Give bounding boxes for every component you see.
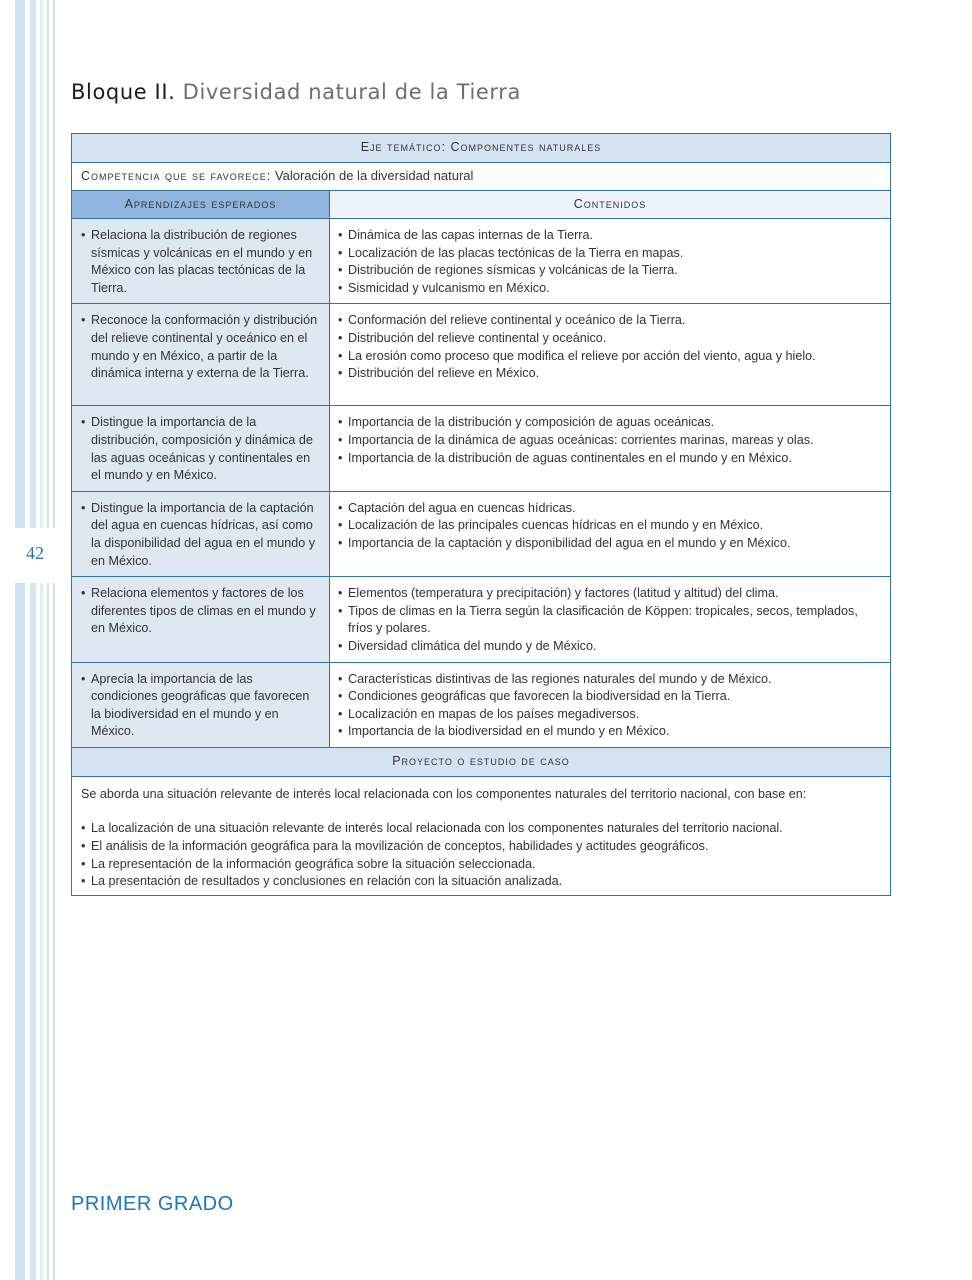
contenidos-cell	[330, 304, 891, 406]
proyecto-header: Proyecto o estudio de caso	[72, 747, 891, 776]
list-item: • Localización en mapas de los países megadiversos.	[338, 706, 882, 724]
aprendizaje-text: • Aprecia la importancia de las condiciones geográficas que favorecen la biodiversidad en el mundo y en México.	[81, 671, 321, 741]
list-item: • Captación del agua en cuencas hídricas.	[338, 500, 882, 518]
aprendizaje-text: • Distingue la importancia de la captación del agua en cuencas hídricas, así como la disponibilidad del agua en el mundo y en México.	[81, 500, 321, 570]
contenidos-cell	[330, 662, 891, 747]
proyecto-body	[72, 776, 891, 895]
table-row	[72, 577, 891, 662]
page-title	[71, 80, 521, 104]
list-item: • La presentación de resultados y conclusiones en relación con la situación analizada.	[81, 873, 881, 891]
contenidos-cell	[330, 491, 891, 576]
block-label: Bloque II.	[71, 80, 176, 104]
decorative-stripe	[30, 0, 36, 1280]
grade-footer: PRIMER GRADO	[71, 1193, 234, 1215]
aprendizaje-cell	[72, 304, 330, 406]
decorative-stripe	[15, 0, 25, 1280]
decorative-stripe	[47, 0, 49, 1280]
page-number: 42	[26, 543, 44, 563]
block-title: Diversidad natural de la Tierra	[182, 80, 521, 104]
aprendizaje-text: • Reconoce la conformación y distribución del relieve continental y oceánico en el mundo y en México, a partir de la dinámica interna y externa de la Tierra.	[81, 312, 321, 382]
aprendizaje-cell	[72, 406, 330, 491]
contenidos-cell	[330, 406, 891, 491]
list-item: • Tipos de climas en la Tierra según la clasificación de Köppen: tropicales, secos, templados, fríos y polares.	[338, 603, 882, 638]
aprendizaje-cell	[72, 662, 330, 747]
list-item: • Condiciones geográficas que favorecen la biodiversidad en la Tierra.	[338, 688, 882, 706]
curriculum-table	[71, 133, 891, 896]
eje-tematico-header: Eje temático: Componentes naturales	[72, 134, 891, 163]
list-item: • La representación de la información geográfica sobre la situación seleccionada.	[81, 856, 881, 874]
decorative-stripe	[40, 0, 43, 1280]
list-item: • Distribución del relieve continental y oceánico.	[338, 330, 882, 348]
competencia-value: Valoración de la diversidad natural	[274, 168, 474, 184]
contenidos-cell	[330, 219, 891, 304]
list-item: • Importancia de la biodiversidad en el mundo y en México.	[338, 723, 882, 741]
list-item: • Importancia de la distribución de aguas continentales en el mundo y en México.	[338, 450, 882, 468]
list-item: • Conformación del relieve continental y oceánico de la Tierra.	[338, 312, 882, 330]
list-item: • Diversidad climática del mundo y de México.	[338, 638, 882, 656]
list-item: • Localización de las principales cuencas hídricas en el mundo y en México.	[338, 517, 882, 535]
list-item: • La localización de una situación relevante de interés local relacionada con los componentes naturales del territorio nacional.	[81, 820, 881, 838]
list-item: • Elementos (temperatura y precipitación) y factores (latitud y altitud) del clima.	[338, 585, 882, 603]
aprendizaje-cell	[72, 577, 330, 662]
list-item: • Importancia de la distribución y composición de aguas oceánicas.	[338, 414, 882, 432]
table-row	[72, 304, 891, 406]
aprendizaje-text: • Relaciona la distribución de regiones sísmicas y volcánicas en el mundo y en México con las placas tectónicas de la Tierra.	[81, 227, 321, 297]
aprendizaje-text: • Relaciona elementos y factores de los diferentes tipos de climas en el mundo y en México.	[81, 585, 321, 638]
competencia-row	[72, 163, 891, 191]
table-row	[72, 491, 891, 576]
list-item: • Localización de las placas tectónicas de la Tierra en mapas.	[338, 245, 882, 263]
aprendizaje-text: • Distingue la importancia de la distribución, composición y dinámica de las aguas oceánicas y continentales en el mundo y en México.	[81, 414, 321, 484]
list-item: • Distribución del relieve en México.	[338, 365, 882, 383]
aprendizaje-cell	[72, 491, 330, 576]
list-item: • La erosión como proceso que modifica el relieve por acción del viento, agua y hielo.	[338, 348, 882, 366]
list-item: • El análisis de la información geográfica para la movilización de conceptos, habilidades y actitudes geográficos.	[81, 838, 881, 856]
list-item: • Distribución de regiones sísmicas y volcánicas de la Tierra.	[338, 262, 882, 280]
aprendizaje-cell	[72, 219, 330, 304]
table-row	[72, 662, 891, 747]
table-row	[72, 219, 891, 304]
list-item: • Importancia de la captación y disponibilidad del agua en el mundo y en México.	[338, 535, 882, 553]
column-header-contenidos: Contenidos	[330, 191, 891, 219]
proyecto-intro: Se aborda una situación relevante de interés local relacionada con los componentes naturales del territorio nacional, con base en:	[81, 786, 807, 801]
list-item: • Características distintivas de las regiones naturales del mundo y de México.	[338, 671, 882, 689]
column-header-aprendizajes: Aprendizajes esperados	[72, 191, 330, 219]
contenidos-cell	[330, 577, 891, 662]
decorative-stripe	[53, 0, 55, 1280]
list-item: • Sismicidad y vulcanismo en México.	[338, 280, 882, 298]
list-item: • Dinámica de las capas internas de la Tierra.	[338, 227, 882, 245]
competencia-label: Competencia que se favorece:	[81, 169, 272, 184]
table-row	[72, 406, 891, 491]
list-item: • Importancia de la dinámica de aguas oceánicas: corrientes marinas, mareas y olas.	[338, 432, 882, 450]
